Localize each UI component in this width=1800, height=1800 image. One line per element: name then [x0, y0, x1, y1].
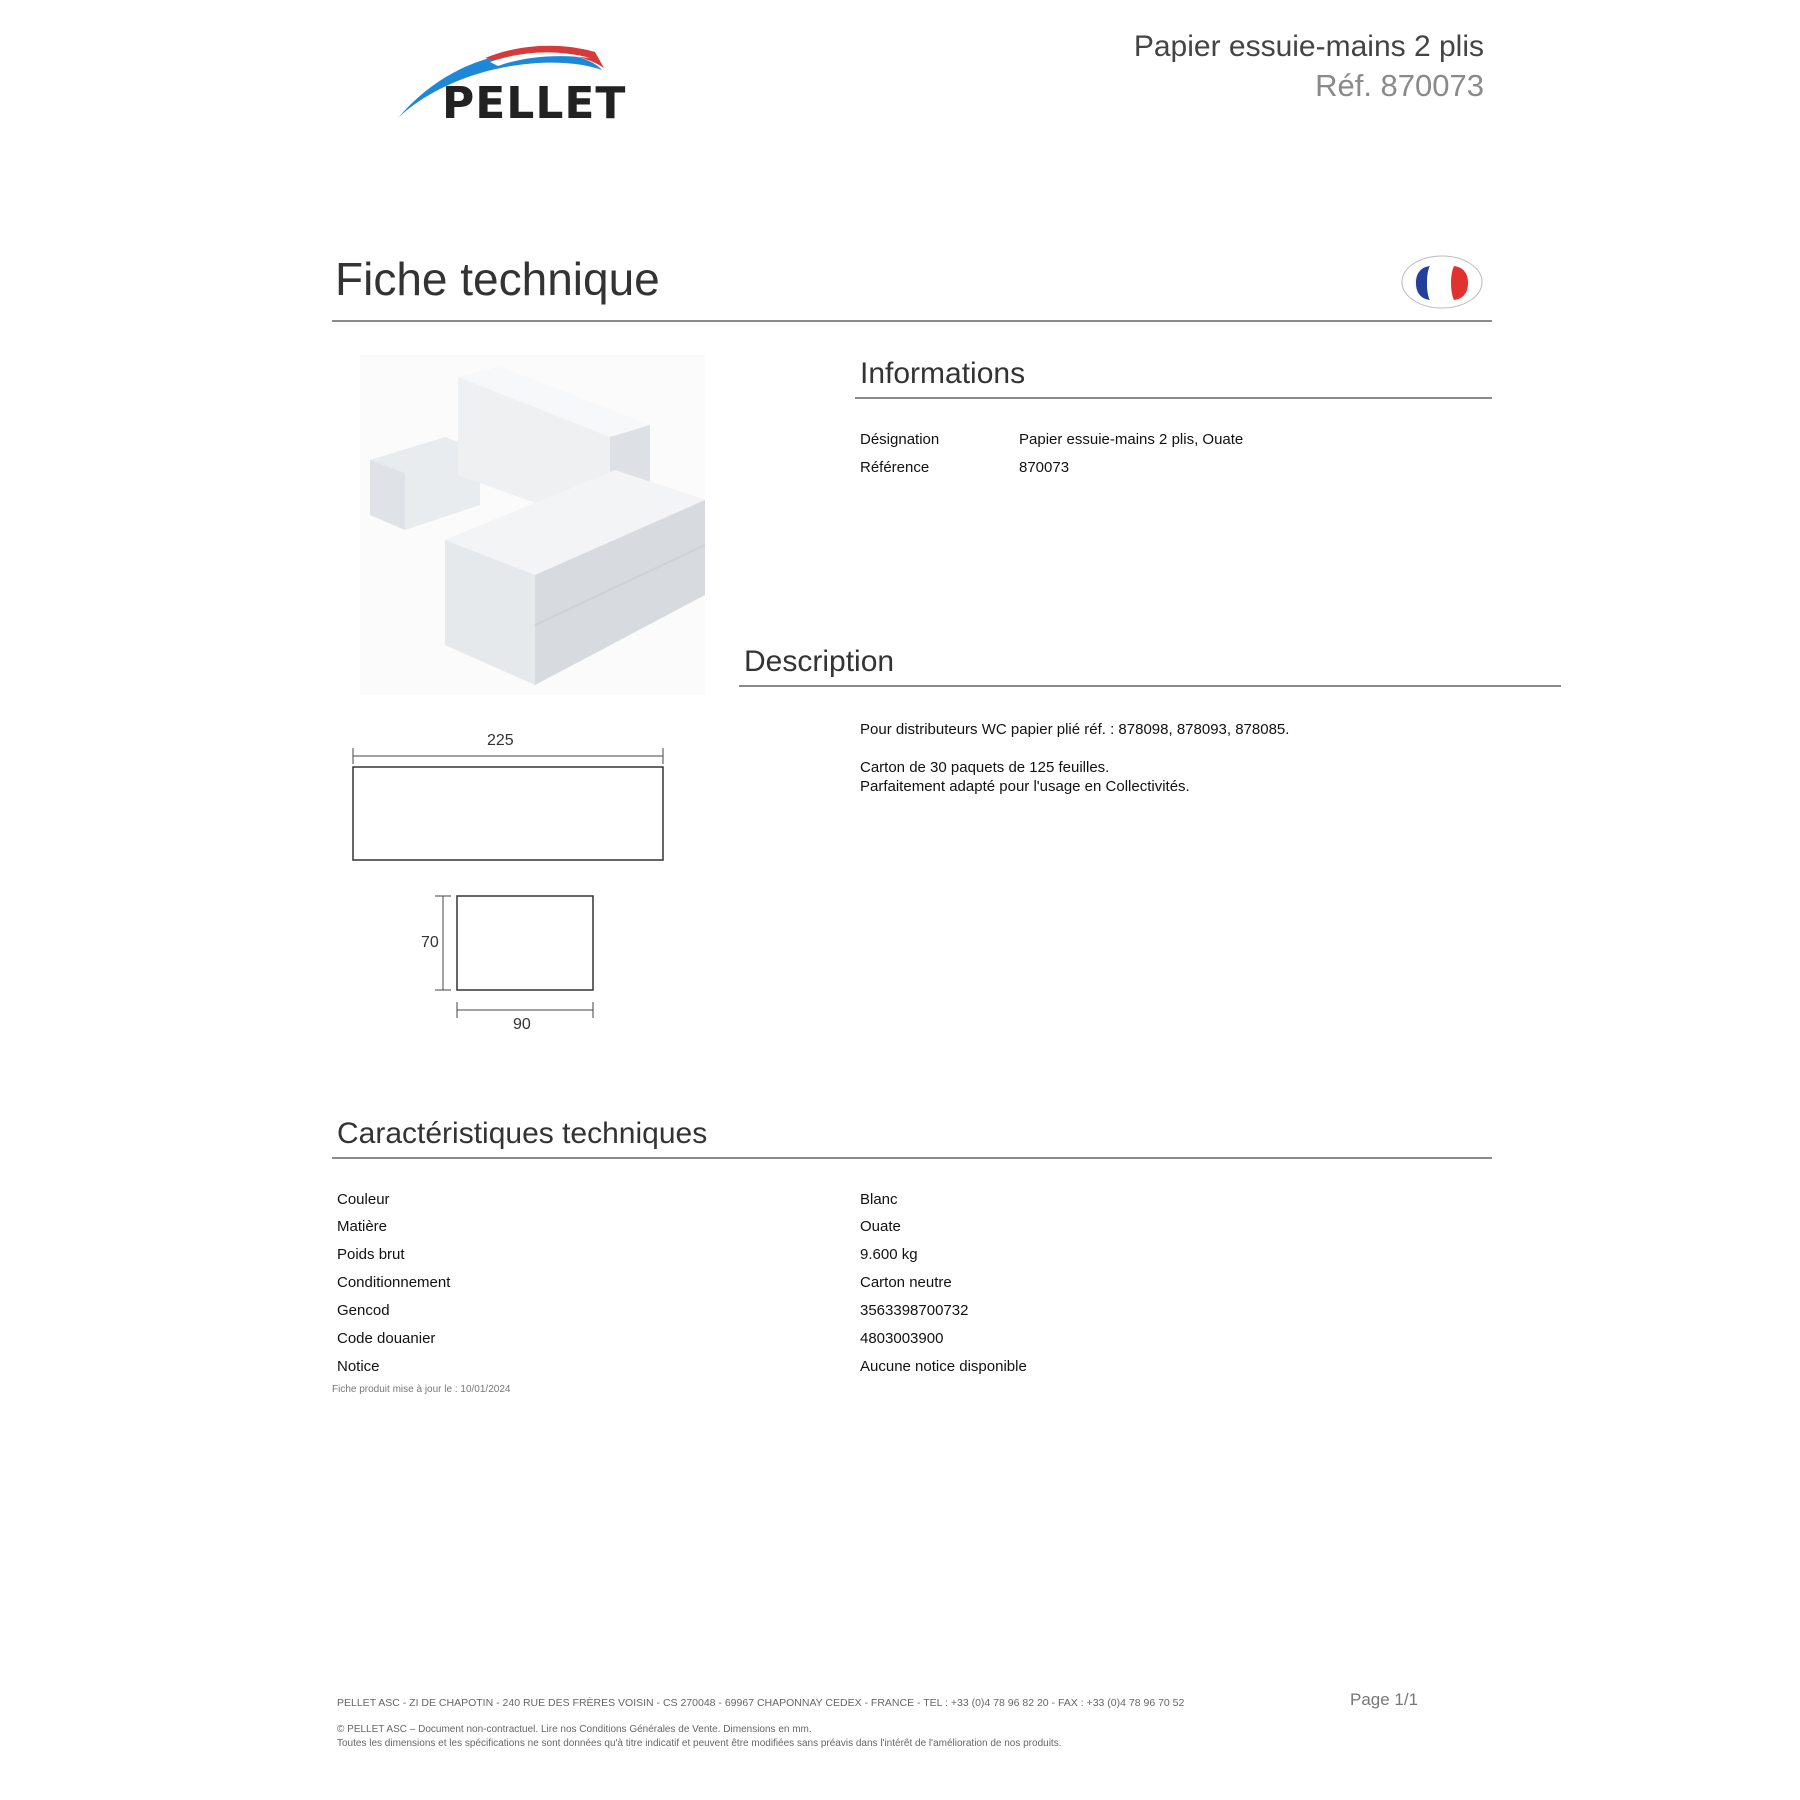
spec-label: Conditionnement: [337, 1274, 451, 1291]
product-photo: [360, 355, 705, 695]
spec-value: 9.600 kg: [860, 1246, 918, 1263]
fabrication-francaise-badge: [1400, 254, 1484, 310]
french-flag-icon: [1400, 254, 1484, 310]
description-line: Carton de 30 paquets de 125 feuilles.: [860, 759, 1110, 776]
footer-legal: [337, 1723, 1061, 1751]
footer-legal-line: Toutes les dimensions et les spécifications ne sont données qu'à titre indicatif et peuvent être modifiées sans préavis dans l'intérêt de l'amélioration de nos produits.: [337, 1738, 1062, 1749]
spec-label: Notice: [337, 1358, 380, 1375]
spec-value: 3563398700732: [860, 1302, 969, 1319]
spec-label: Poids brut: [337, 1246, 405, 1263]
spec-label: Code douanier: [337, 1330, 436, 1347]
page-title: Fiche technique: [335, 253, 660, 305]
product-title: Papier essuie-mains 2 plis: [1133, 30, 1484, 63]
informations-heading: Informations: [860, 357, 1026, 390]
spec-label: Couleur: [337, 1191, 390, 1208]
pellet-logo: [390, 40, 650, 130]
description-heading: Description: [744, 645, 895, 678]
title-divider: [332, 320, 1492, 322]
dimension-depth-label: 90: [513, 1016, 531, 1033]
spec-value: Ouate: [860, 1218, 901, 1235]
update-date: Fiche produit mise à jour le : 10/01/2024: [332, 1384, 511, 1395]
info-value: 870073: [1019, 459, 1070, 476]
info-label: Référence: [860, 459, 930, 476]
spec-value: Carton neutre: [860, 1274, 952, 1291]
informations-divider: [855, 397, 1492, 399]
info-value: Papier essuie-mains 2 plis, Ouate: [1019, 431, 1244, 448]
dimension-drawing: [345, 720, 675, 1033]
page-number: Page 1/1: [1350, 1690, 1419, 1709]
dimension-width-label: 225: [487, 732, 514, 749]
footer-address: PELLET ASC - ZI DE CHAPOTIN - 240 RUE DES FRÈRES VOISIN - CS 270048 - 69967 CHAPONNAY CEDEX - FRANCE - TEL : +33 (0)4 78 96 82 20 - FAX : +33 (0)4 78 96 70 52: [337, 1697, 1185, 1709]
caracteristiques-heading: Caractéristiques techniques: [337, 1117, 708, 1150]
spec-value: 4803003900: [860, 1330, 944, 1347]
dimension-height-label: 70: [421, 934, 439, 951]
spec-label: Gencod: [337, 1302, 390, 1319]
spec-label: Matière: [337, 1218, 388, 1235]
logo-wordmark: PELLET: [442, 78, 627, 129]
footer-legal-line: © PELLET ASC – Document non-contractuel. Lire nos Conditions Générales de Vente. Dimensions en mm.: [337, 1724, 812, 1735]
spec-value: Blanc: [860, 1191, 898, 1208]
description-line: Parfaitement adapté pour l'usage en Collectivités.: [860, 778, 1190, 795]
description-line: Pour distributeurs WC papier plié réf. : 878098, 878093, 878085.: [860, 721, 1290, 738]
description-divider: [739, 685, 1561, 687]
info-label: Désignation: [860, 431, 940, 448]
caracteristiques-divider: [332, 1157, 1492, 1159]
product-reference: Réf. 870073: [1315, 68, 1484, 103]
spec-value: Aucune notice disponible: [860, 1358, 1027, 1375]
